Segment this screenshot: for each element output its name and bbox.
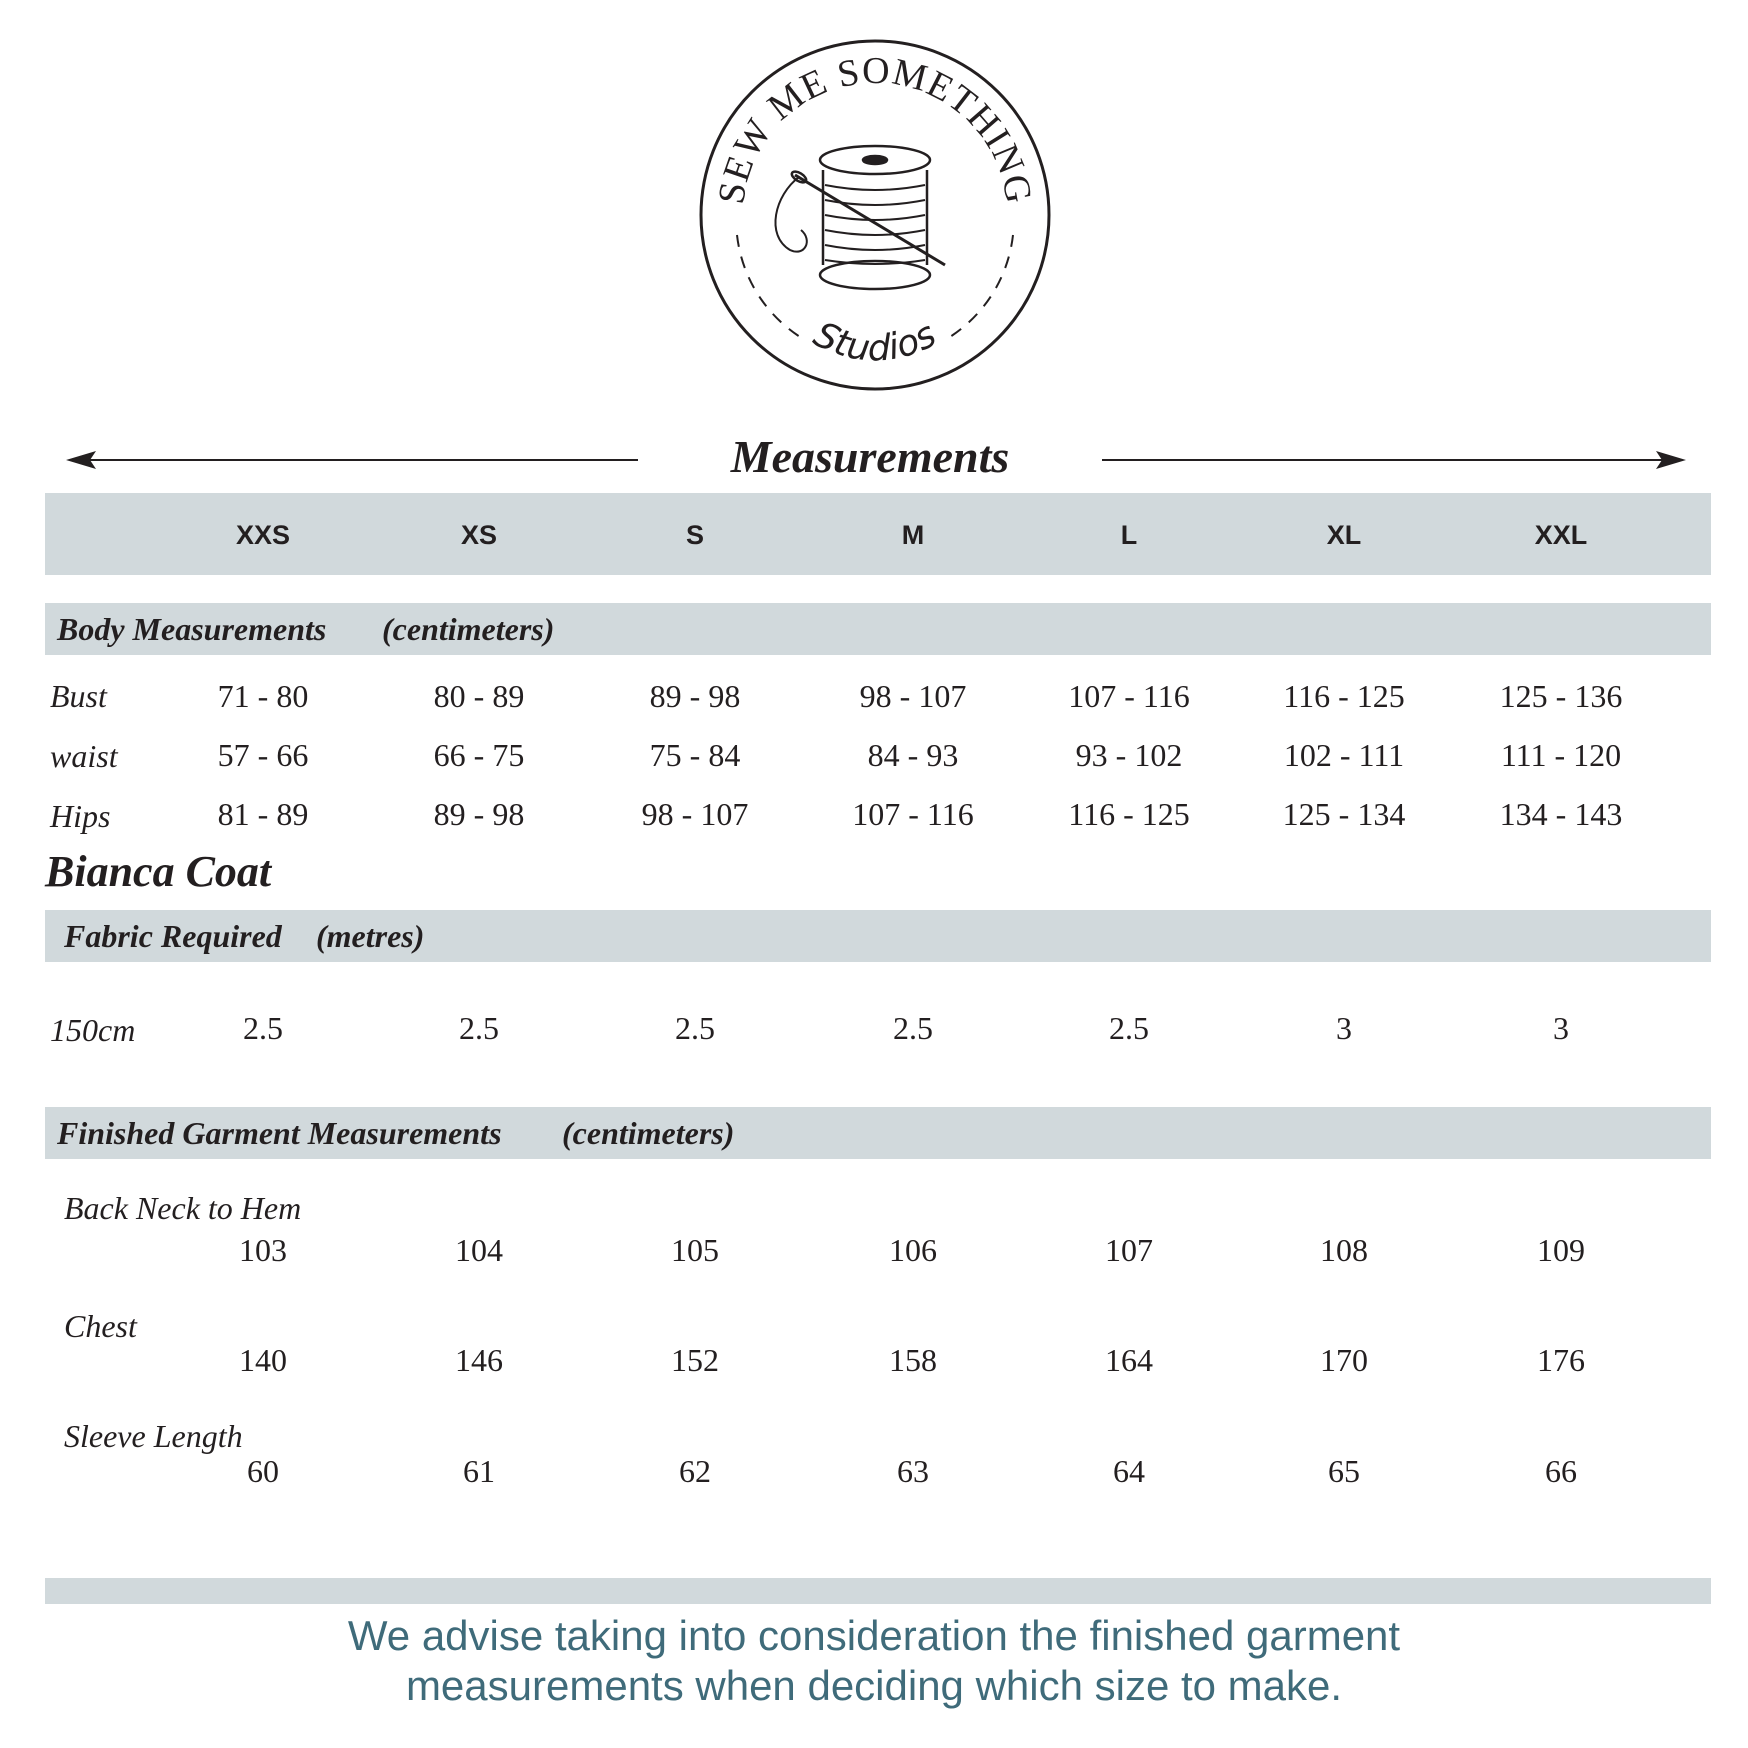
left-arrow-icon [60,445,640,475]
row-label-bust: Bust [50,678,107,714]
sleeve-m: 63 [897,1453,929,1489]
row-label-150cm: 150cm [50,1012,136,1048]
waist-xl: 102 - 111 [1283,737,1405,773]
size-m: M [901,520,925,550]
bust-xxs: 71 - 80 [217,678,309,714]
waist-m: 84 - 93 [867,737,959,773]
chest-s: 152 [671,1342,719,1378]
bust-xl: 116 - 125 [1283,678,1405,714]
product-name: Bianca Coat [45,847,272,896]
body-section-title: Body Measurements [57,611,327,647]
svg-text:SEW ME SOMETHING [710,50,1040,207]
backneck-xxs: 103 [239,1232,287,1268]
sleeve-xl: 65 [1328,1453,1360,1489]
backneck-s: 105 [671,1232,719,1268]
backneck-m: 106 [889,1232,937,1268]
waist-xxl: 111 - 120 [1500,737,1622,773]
chest-xs: 146 [455,1342,503,1378]
chest-l: 164 [1105,1342,1153,1378]
logo [695,35,1055,395]
fabric-m: 2.5 [893,1010,933,1046]
hips-xs: 89 - 98 [433,796,525,832]
right-arrow-icon [1102,445,1692,475]
fabric-xl: 3 [1336,1010,1352,1046]
hips-xxs: 81 - 89 [217,796,309,832]
backneck-xxl: 109 [1537,1232,1585,1268]
bust-xs: 80 - 89 [433,678,525,714]
waist-xs: 66 - 75 [433,737,525,773]
bust-l: 107 - 116 [1068,678,1190,714]
hips-m: 107 - 116 [852,796,974,832]
svg-text:Studios [807,314,943,370]
bust-s: 89 - 98 [649,678,741,714]
bust-xxl: 125 - 136 [1499,678,1623,714]
footer-band [45,1578,1711,1604]
row-label-hips: Hips [50,798,111,834]
backneck-xl: 108 [1320,1232,1368,1268]
fabric-section-band [45,910,1711,962]
sleeve-xxs: 60 [247,1453,279,1489]
size-s: S [685,520,704,550]
waist-xxs: 57 - 66 [217,737,309,773]
fabric-xxl: 3 [1553,1010,1569,1046]
waist-l: 93 - 102 [1075,737,1183,773]
backneck-l: 107 [1105,1232,1153,1268]
footer-line-1: We advise taking into consideration the finished garment [347,1612,1401,1659]
size-xl: XL [1326,520,1362,550]
footer-line-2: measurements when deciding which size to make. [405,1662,1343,1709]
fabric-section-unit: (metres) [316,918,425,954]
row-label-chest: Chest [64,1308,137,1344]
logo-bottom-text: Studios [807,313,943,370]
chest-xxl: 176 [1537,1342,1585,1378]
chest-m: 158 [889,1342,937,1378]
row-label-back-neck: Back Neck to Hem [64,1190,302,1226]
sleeve-xxl: 66 [1545,1453,1577,1489]
size-xxs: XXS [235,520,291,550]
page-title: Measurements [730,431,1010,482]
hips-xxl: 134 - 143 [1499,796,1623,832]
size-l: L [1120,520,1138,550]
sleeve-xs: 61 [463,1453,495,1489]
size-xs: XS [460,520,498,550]
fabric-xs: 2.5 [459,1010,499,1046]
backneck-xs: 104 [455,1232,503,1268]
chest-xl: 170 [1320,1342,1368,1378]
sleeve-s: 62 [679,1453,711,1489]
size-xxl: XXL [1534,520,1588,550]
finished-section-unit: (centimeters) [562,1115,735,1151]
body-section-unit: (centimeters) [382,611,555,647]
hips-l: 116 - 125 [1068,796,1190,832]
fabric-l: 2.5 [1109,1010,1149,1046]
spool-icon [775,146,945,289]
row-label-sleeve: Sleeve Length [64,1418,243,1454]
row-label-waist: waist [50,738,118,774]
logo-top-text: SEW ME SOMETHING [710,49,1040,207]
finished-section-title: Finished Garment Measurements [57,1115,502,1151]
sleeve-l: 64 [1113,1453,1145,1489]
fabric-section-title: Fabric Required [64,918,282,954]
hips-s: 98 - 107 [641,796,749,832]
hips-xl: 125 - 134 [1282,796,1406,832]
spool-logo-graphic [695,35,1055,395]
waist-s: 75 - 84 [649,737,741,773]
fabric-xxs: 2.5 [243,1010,283,1046]
fabric-s: 2.5 [675,1010,715,1046]
chest-xxs: 140 [239,1342,287,1378]
bust-m: 98 - 107 [859,678,967,714]
